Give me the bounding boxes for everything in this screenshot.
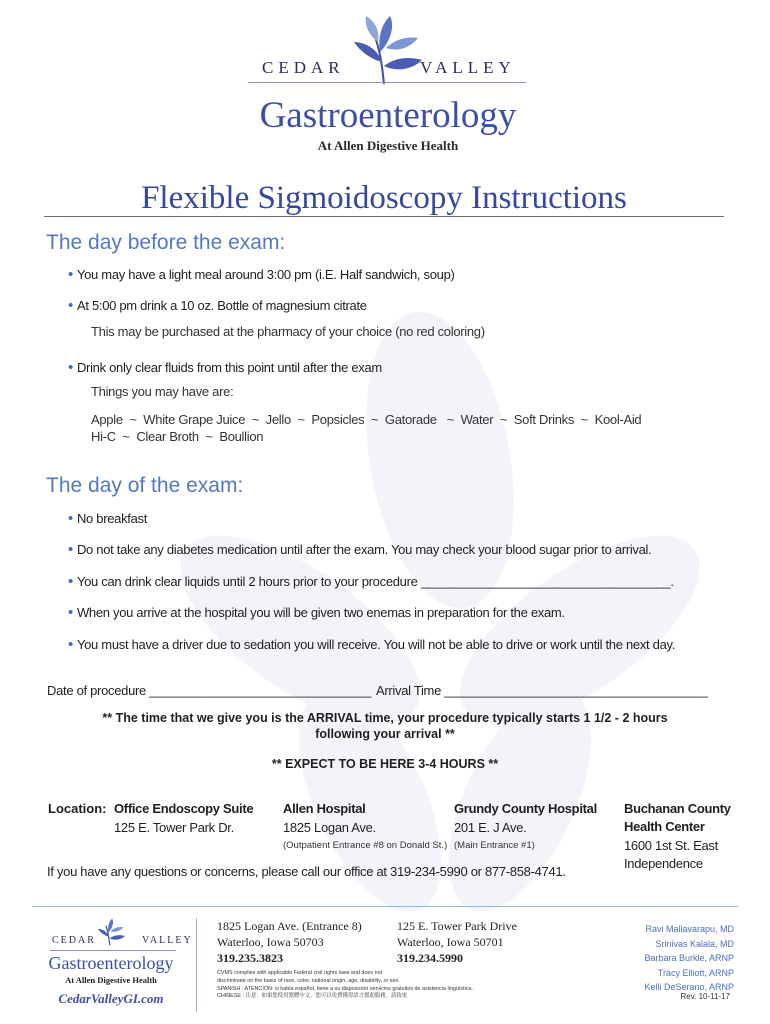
- provider-name: Srinivas Kalala, MD: [655, 938, 734, 949]
- expect-notice: ** EXPECT TO BE HERE 3-4 HOURS **: [271, 757, 499, 771]
- brand-cedar: CEDAR: [262, 58, 345, 77]
- location-note: (Outpatient Entrance #8 on Donald St.): [283, 840, 448, 851]
- footer-address-tower-park: [397, 918, 517, 966]
- list-item: • When you arrive at the hospital you will be given two enemas in preparation for the exam.: [68, 604, 565, 621]
- location-name: Allen Hospital: [283, 801, 366, 816]
- footer-brand-valley: VALLEY: [142, 935, 193, 946]
- location-name: Health Center: [624, 819, 705, 834]
- legal-line: discriminate on the basis of race, color, national origin, age, disability, or sex.: [217, 977, 400, 984]
- location-note: (Main Entrance #1): [454, 840, 535, 851]
- revision-date: Rev. 10-11-17: [680, 992, 730, 1001]
- brand-divider: [248, 82, 526, 83]
- provider-name: Barbara Burkle, ARNP: [644, 953, 734, 963]
- arrival-notice: ** The time that we give you is the ARRIVAL time, your procedure typically starts 1 1/2 - 2 hours: [102, 711, 668, 725]
- location-name: Grundy County Hospital: [454, 801, 597, 816]
- footer-brand-cedar: CEDAR: [52, 935, 96, 946]
- list-item: • You must have a driver due to sedation you will receive. You will not be able to drive or work until the next day.: [68, 636, 676, 653]
- address-line: Waterloo, Iowa 50703: [217, 935, 324, 949]
- footer-brand-name: Gastroenterology: [48, 953, 174, 973]
- bullet-text: You may have a light meal around 3:00 pm (i.E. Half sandwich, soup): [76, 267, 455, 282]
- bullet-text: You must have a driver due to sedation you will receive. You will not be able to drive or work until the next day.: [76, 637, 676, 652]
- section-heading-day-of: The day of the exam:: [46, 474, 244, 497]
- bullet-note: This may be purchased at the pharmacy of your choice (no red coloring): [91, 324, 485, 339]
- address-line: 125 E. Tower Park Drive: [397, 919, 517, 933]
- bullet-text: Drink only clear fluids from this point until after the exam: [76, 360, 382, 375]
- date-of-procedure-field[interactable]: Date of procedure ________________________________: [47, 683, 372, 698]
- website-link[interactable]: CedarValleyGI.com: [58, 991, 164, 1006]
- address-phone: 319.234.5990: [397, 951, 463, 965]
- footer-column-divider: [196, 918, 197, 1012]
- address-phone: 319.235.3823: [217, 951, 283, 965]
- brand-name: Gastroenterology: [259, 95, 517, 136]
- bullet-note: Things you may have are:: [91, 384, 234, 399]
- brand-subtitle: At Allen Digestive Health: [317, 138, 459, 153]
- provider-list: [644, 922, 734, 995]
- clear-fluids-list: Hi-C ~ Clear Broth ~ Boullion: [91, 429, 264, 444]
- list-item: • Drink only clear fluids from this point until after the exam: [68, 359, 382, 376]
- location-name: Buchanan County: [624, 801, 731, 816]
- list-item: • You can drink clear liquids until 2 hours prior to your procedure ____________________________________.: [68, 573, 674, 590]
- location-city: Independence: [624, 856, 703, 871]
- section-heading-day-before: The day before the exam:: [46, 231, 286, 254]
- location-address: 1825 Logan Ave.: [283, 820, 376, 835]
- address-line: 1825 Logan Ave. (Entrance 8): [217, 919, 362, 933]
- location-address: 201 E. J Ave.: [454, 820, 527, 835]
- bullet-text: You can drink clear liquids until 2 hours prior to your procedure ____________________________________.: [76, 574, 674, 589]
- cedar-valley-leaf-logo-icon: [94, 917, 128, 947]
- location-address: 1600 1st St. East: [624, 838, 718, 853]
- contact-line: If you have any questions or concerns, please call our office at 319-234-5990 or 877-858-4741.: [47, 864, 566, 879]
- list-item: • No breakfast: [68, 510, 148, 527]
- list-item: • At 5:00 pm drink a 10 oz. Bottle of magnesium citrate: [68, 297, 367, 314]
- list-item: • Do not take any diabetes medication until after the exam. You may check your blood sugar prior to arrival.: [68, 541, 652, 558]
- bullet-text: No breakfast: [76, 511, 148, 526]
- legal-line: CVMS complies with applicable Federal civil rights laws and does not: [217, 970, 383, 976]
- arrival-time-field[interactable]: Arrival Time ______________________________________: [376, 683, 708, 698]
- footer-address-allen: [217, 918, 362, 966]
- footer-brand-subtitle: At Allen Digestive Health: [65, 975, 157, 985]
- location-name: Office Endoscopy Suite: [114, 801, 254, 816]
- provider-name: Tracy Elliott, ARNP: [657, 967, 734, 978]
- list-item: • You may have a light meal around 3:00 pm (i.E. Half sandwich, soup): [68, 266, 455, 283]
- brand-valley: VALLEY: [420, 58, 516, 77]
- footer-divider: [32, 906, 738, 907]
- provider-name: Kelli DeSerano, ARNP: [644, 982, 734, 992]
- footer-brand-divider: [50, 950, 176, 951]
- nondiscrimination-notice: [217, 970, 557, 1001]
- bullet-text: At 5:00 pm drink a 10 oz. Bottle of magnesium citrate: [76, 298, 367, 313]
- location-address: 125 E. Tower Park Dr.: [114, 820, 234, 835]
- arrival-notice: following your arrival **: [315, 727, 455, 741]
- address-line: Waterloo, Iowa 50701: [397, 935, 504, 949]
- provider-name: Ravi Mallavarapu, MD: [645, 924, 734, 934]
- bullet-text: When you arrive at the hospital you will be given two enemas in preparation for the exam.: [76, 605, 565, 620]
- location-label: Location:: [48, 801, 107, 816]
- legal-line: CHINESE : 注意：如果您使用繁體中文，您可以免費獲得語言援助服務。請致電: [217, 993, 408, 1000]
- bullet-text: Do not take any diabetes medication until after the exam. You may check your blood sugar prior to arrival.: [76, 542, 652, 557]
- title-divider: [44, 216, 724, 217]
- page-title: Flexible Sigmoidoscopy Instructions: [141, 180, 627, 216]
- cedar-valley-leaf-logo-icon: [344, 14, 430, 86]
- clear-fluids-list: Apple ~ White Grape Juice ~ Jello ~ Popsicles ~ Gatorade ~ Water ~ Soft Drinks ~ Kool-Aid: [91, 412, 642, 427]
- legal-line: SPANISH : ATENCIÓN: si habla español, tiene a su disposición servicios gratuitos de asistencia lingüística.: [217, 985, 473, 992]
